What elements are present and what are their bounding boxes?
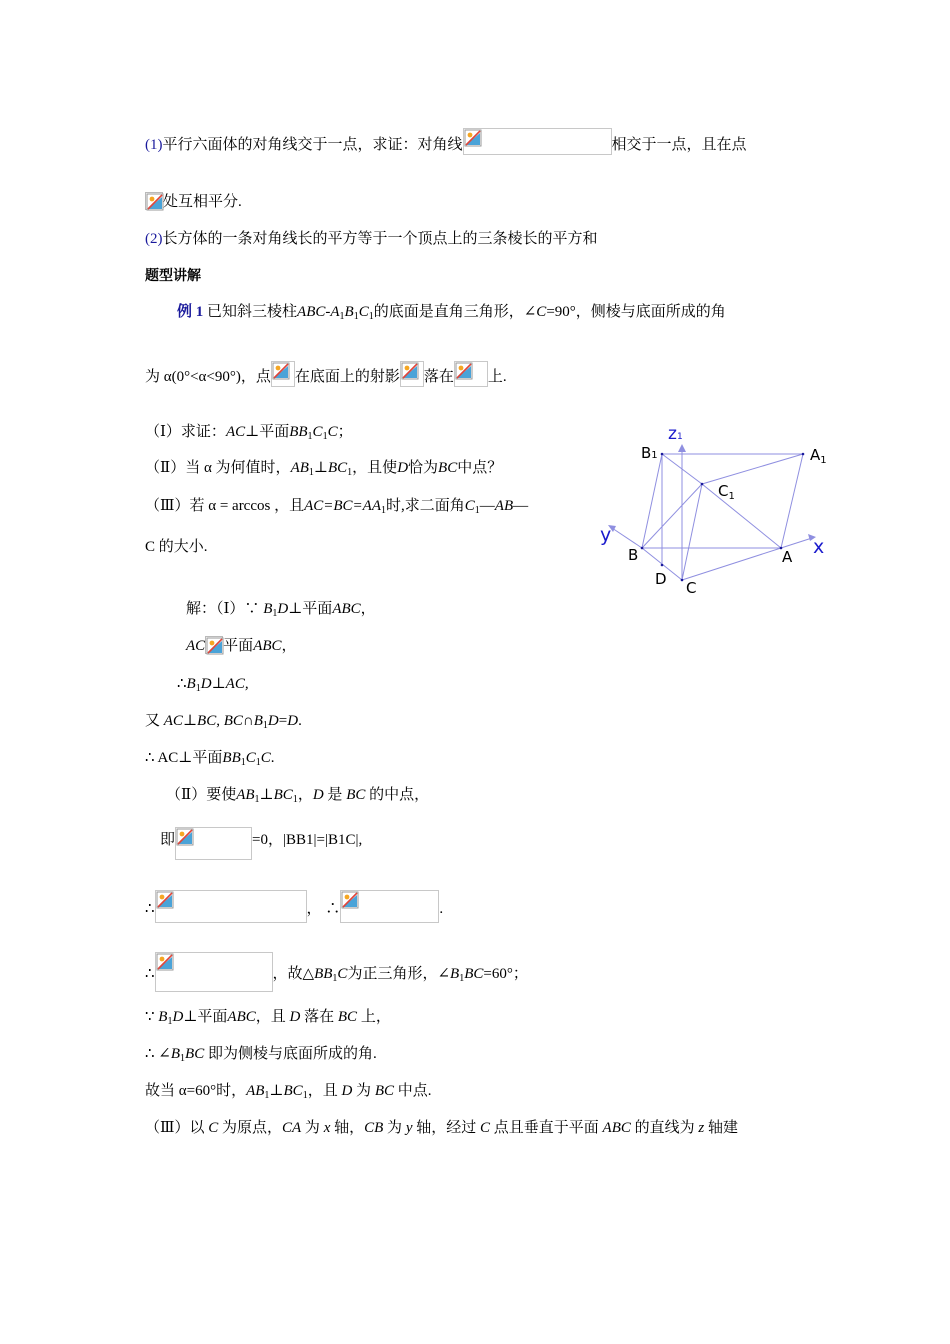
solution-7 — [160, 827, 362, 860]
question-2-text: （Ⅱ）当 α 为何值时， — [145, 460, 291, 476]
solution-1-text: 解：（Ⅰ）∵ — [186, 601, 260, 617]
solution-2-text: 平面 — [223, 638, 254, 654]
label-z: z1 — [668, 424, 683, 444]
label-x: x — [813, 536, 825, 558]
solution-9-text-c: 为正三角形，∠ — [347, 966, 451, 982]
solution-12-text-d: 中点. — [397, 1083, 432, 1099]
item-1-text-b: 相交于一点，且在点 — [611, 137, 747, 153]
solution-1-text-b: ⊥平面 — [288, 601, 333, 617]
item-1-text-a: 平行六面体的对角线交于一点，求证：对角线 — [162, 137, 463, 153]
solution-6-text-c: 的中点， — [369, 787, 430, 803]
formula-image-projection — [400, 361, 424, 387]
item-1-number: (1) — [145, 137, 163, 153]
question-2-text-c: 恰为 — [408, 460, 439, 476]
broken-image-icon — [176, 828, 194, 846]
solution-3: $\therefore B_1D\perp AC$, — [177, 676, 249, 694]
broken-image-icon — [341, 891, 359, 909]
example-1-line-2 — [145, 361, 507, 387]
broken-image-icon — [464, 129, 482, 147]
z-arrow — [678, 444, 686, 452]
formula-image-point — [271, 361, 295, 387]
label-a: A — [782, 548, 793, 566]
solution-2: AC 平面ABC， — [186, 638, 297, 654]
edge-b-c1 — [642, 484, 702, 548]
solution-12-text-c: 为 — [356, 1083, 372, 1099]
example2-text-d: 上. — [487, 369, 507, 385]
solution-9-text-d: =60°； — [483, 966, 528, 982]
broken-image-icon — [156, 891, 174, 909]
prism-diagram — [590, 420, 840, 605]
formula-image-diagonals — [463, 128, 612, 155]
label-a1: $A_1$ — [810, 446, 827, 466]
solution-9-text-b: ，故△ — [272, 966, 315, 982]
question-1-text: （Ⅰ）求证： — [145, 424, 226, 440]
example-1-line-1: 例 1 已知斜三棱柱ABC-$A_1B_1C_1$的底面是直角三角形，∠C=90°，侧棱与底面所成的角 — [177, 304, 726, 322]
label-d: D — [655, 570, 667, 588]
section-heading: 题型讲解 — [145, 268, 201, 284]
broken-image-icon — [401, 362, 419, 380]
solution-11-text-b: 即为侧棱与底面所成的角. — [207, 1046, 377, 1062]
solution-5: ∴ AC⊥平面$BB_1C_1C$. — [145, 750, 275, 768]
solution-13-text-h: 的直线为 — [634, 1120, 695, 1136]
solution-9: ∴ ，故$\triangle BB_1C$为正三角形，$\angle B_1BC=60^\circ$； — [145, 952, 528, 992]
prism-name: ABC-A — [297, 304, 340, 320]
solution-12-text-b: ，且 — [307, 1083, 338, 1099]
solution-1: 解：（Ⅰ）∵ $B_1D\perp$平面ABC， — [186, 601, 376, 619]
y-axis-line — [612, 528, 642, 548]
solution-9-therefore: ∴ — [145, 966, 155, 982]
formula-image-8a — [155, 890, 307, 923]
example-text-c: =90°，侧棱与底面所成的角 — [546, 304, 726, 320]
question-1: （Ⅰ）求证：AC⊥平面$BB_1C_1C$； — [145, 424, 353, 442]
label-y: y — [600, 524, 612, 546]
solution-8 — [145, 890, 443, 923]
example-text-b: 的底面是直角三角形，∠ — [373, 304, 537, 320]
label-c1: $C_1$ — [718, 482, 735, 502]
solution-10-text-c: ，且 — [255, 1009, 286, 1025]
solution-13-text-f: 轴，经过 — [416, 1120, 477, 1136]
solution-6-text-b: 是 — [327, 787, 343, 803]
question-2-text-b: ，且使 — [352, 460, 398, 476]
formula-image-line — [454, 361, 488, 387]
solution-11: ∴ $\angle B_1BC$ 即为侧棱与底面所成的角. — [145, 1046, 377, 1064]
broken-image-icon — [455, 362, 473, 380]
item-2-text: 长方体的一条对角线长的平方等于一个顶点上的三条棱长的平方和 — [162, 231, 598, 247]
solution-4-text: 又 — [145, 713, 161, 729]
solution-10-because: ∵ — [145, 1009, 155, 1025]
edge-c1-a — [702, 484, 781, 548]
solution-10-text-b: ⊥平面 — [183, 1009, 228, 1025]
edge-b-b1 — [642, 454, 662, 548]
solution-13-text-g: 点且垂直于平面 — [493, 1120, 599, 1136]
solution-13-text-c: 为 — [304, 1120, 320, 1136]
solution-10-text-e: 上， — [360, 1009, 391, 1025]
example-text-a: 已知斜三棱柱 — [207, 304, 298, 320]
item-2-number: (2) — [145, 231, 163, 247]
solution-8-therefore: ∴ — [145, 901, 155, 917]
solution-12-text: 故当 α=60°时， — [145, 1083, 247, 1099]
x-axis-line — [781, 538, 812, 548]
label-b1: B1 — [641, 444, 658, 462]
question-3-text-b: 时,求二面角 — [386, 498, 465, 514]
solution-13-text: （Ⅲ）以 — [145, 1120, 205, 1136]
edge-c-c1 — [682, 484, 702, 580]
question-1-text-b: ⊥平面 — [245, 424, 290, 440]
item-1 — [145, 128, 747, 155]
label-c: C — [686, 579, 697, 597]
solution-13-text-e: 为 — [387, 1120, 403, 1136]
prism-figure — [590, 420, 840, 605]
broken-image-icon — [205, 636, 223, 654]
solution-4: 又 AC⊥BC, $BC\cap B_1D=D$. — [145, 713, 302, 731]
solution-7-text: 即 — [160, 832, 176, 848]
question-3-cont: C 的大小. — [145, 539, 208, 555]
solution-8-text-b: ， ∴ — [306, 901, 341, 917]
question-3-text: （Ⅲ）若 α = arccos ，且 — [145, 498, 305, 514]
solution-13: （Ⅲ）以 C 为原点，CA 为 x 轴，CB 为 y 轴，经过 C 点且垂直于平面 ABC 的直线为 z 轴建 — [145, 1120, 738, 1136]
example2-text-c: 落在 — [423, 369, 454, 385]
example-label: 例 1 — [177, 304, 204, 320]
question-3: （Ⅲ）若 α = arccos ，且$AC=BC=AA_1$时,求二面角$C_1—AB—$ — [145, 498, 529, 516]
solution-12: 故当 α=60°时，$AB_1\perp BC_1$，且 D 为 BC 中点. — [145, 1083, 432, 1101]
solution-13-text-i: 轴建 — [707, 1120, 738, 1136]
edge-c1-a1 — [702, 454, 803, 484]
solution-5-text: ∴ AC⊥平面 — [145, 750, 223, 766]
solution-13-text-b: 为原点， — [221, 1120, 282, 1136]
solution-8-text-c: . — [439, 901, 444, 917]
broken-image-icon — [145, 192, 163, 210]
question-2-text-d: 中点？ — [457, 460, 503, 476]
solution-6: （Ⅱ）要使$AB_1\perp BC_1$，D 是 BC 的中点， — [166, 787, 430, 805]
formula-image-dot-product — [175, 827, 252, 860]
edge-a-a1 — [781, 454, 803, 548]
label-b: B — [628, 546, 639, 564]
solution-11-text: ∴ ∠ — [145, 1046, 171, 1062]
example2-text-a: 为 α(0°<α<90°)，点 — [145, 369, 271, 385]
solution-10: ∵ $B_1D\perp$平面ABC，且 D 落在 BC 上， — [145, 1009, 391, 1027]
item-1-cont-text: 处互相平分. — [163, 194, 242, 210]
solution-10-text-d: 落在 — [304, 1009, 335, 1025]
solution-7-text-b: =0，|BB1|=|B1C|, — [252, 832, 363, 848]
solution-6-text: （Ⅱ）要使 — [166, 787, 237, 803]
broken-image-icon — [272, 362, 290, 380]
item-2 — [145, 229, 598, 249]
solution-3-therefore: ∴ — [177, 676, 187, 692]
broken-image-icon — [156, 953, 174, 971]
item-1-cont — [145, 192, 242, 212]
edge-c-a — [682, 548, 781, 580]
formula-image-8b — [340, 890, 439, 923]
example2-text-b: 在底面上的射影 — [294, 369, 400, 385]
solution-13-text-d: 轴， — [334, 1120, 365, 1136]
question-2: （Ⅱ）当 α 为何值时，$AB_1\perp BC_1$，且使D恰为BC中点？ — [145, 460, 503, 478]
formula-image-9 — [155, 952, 273, 992]
